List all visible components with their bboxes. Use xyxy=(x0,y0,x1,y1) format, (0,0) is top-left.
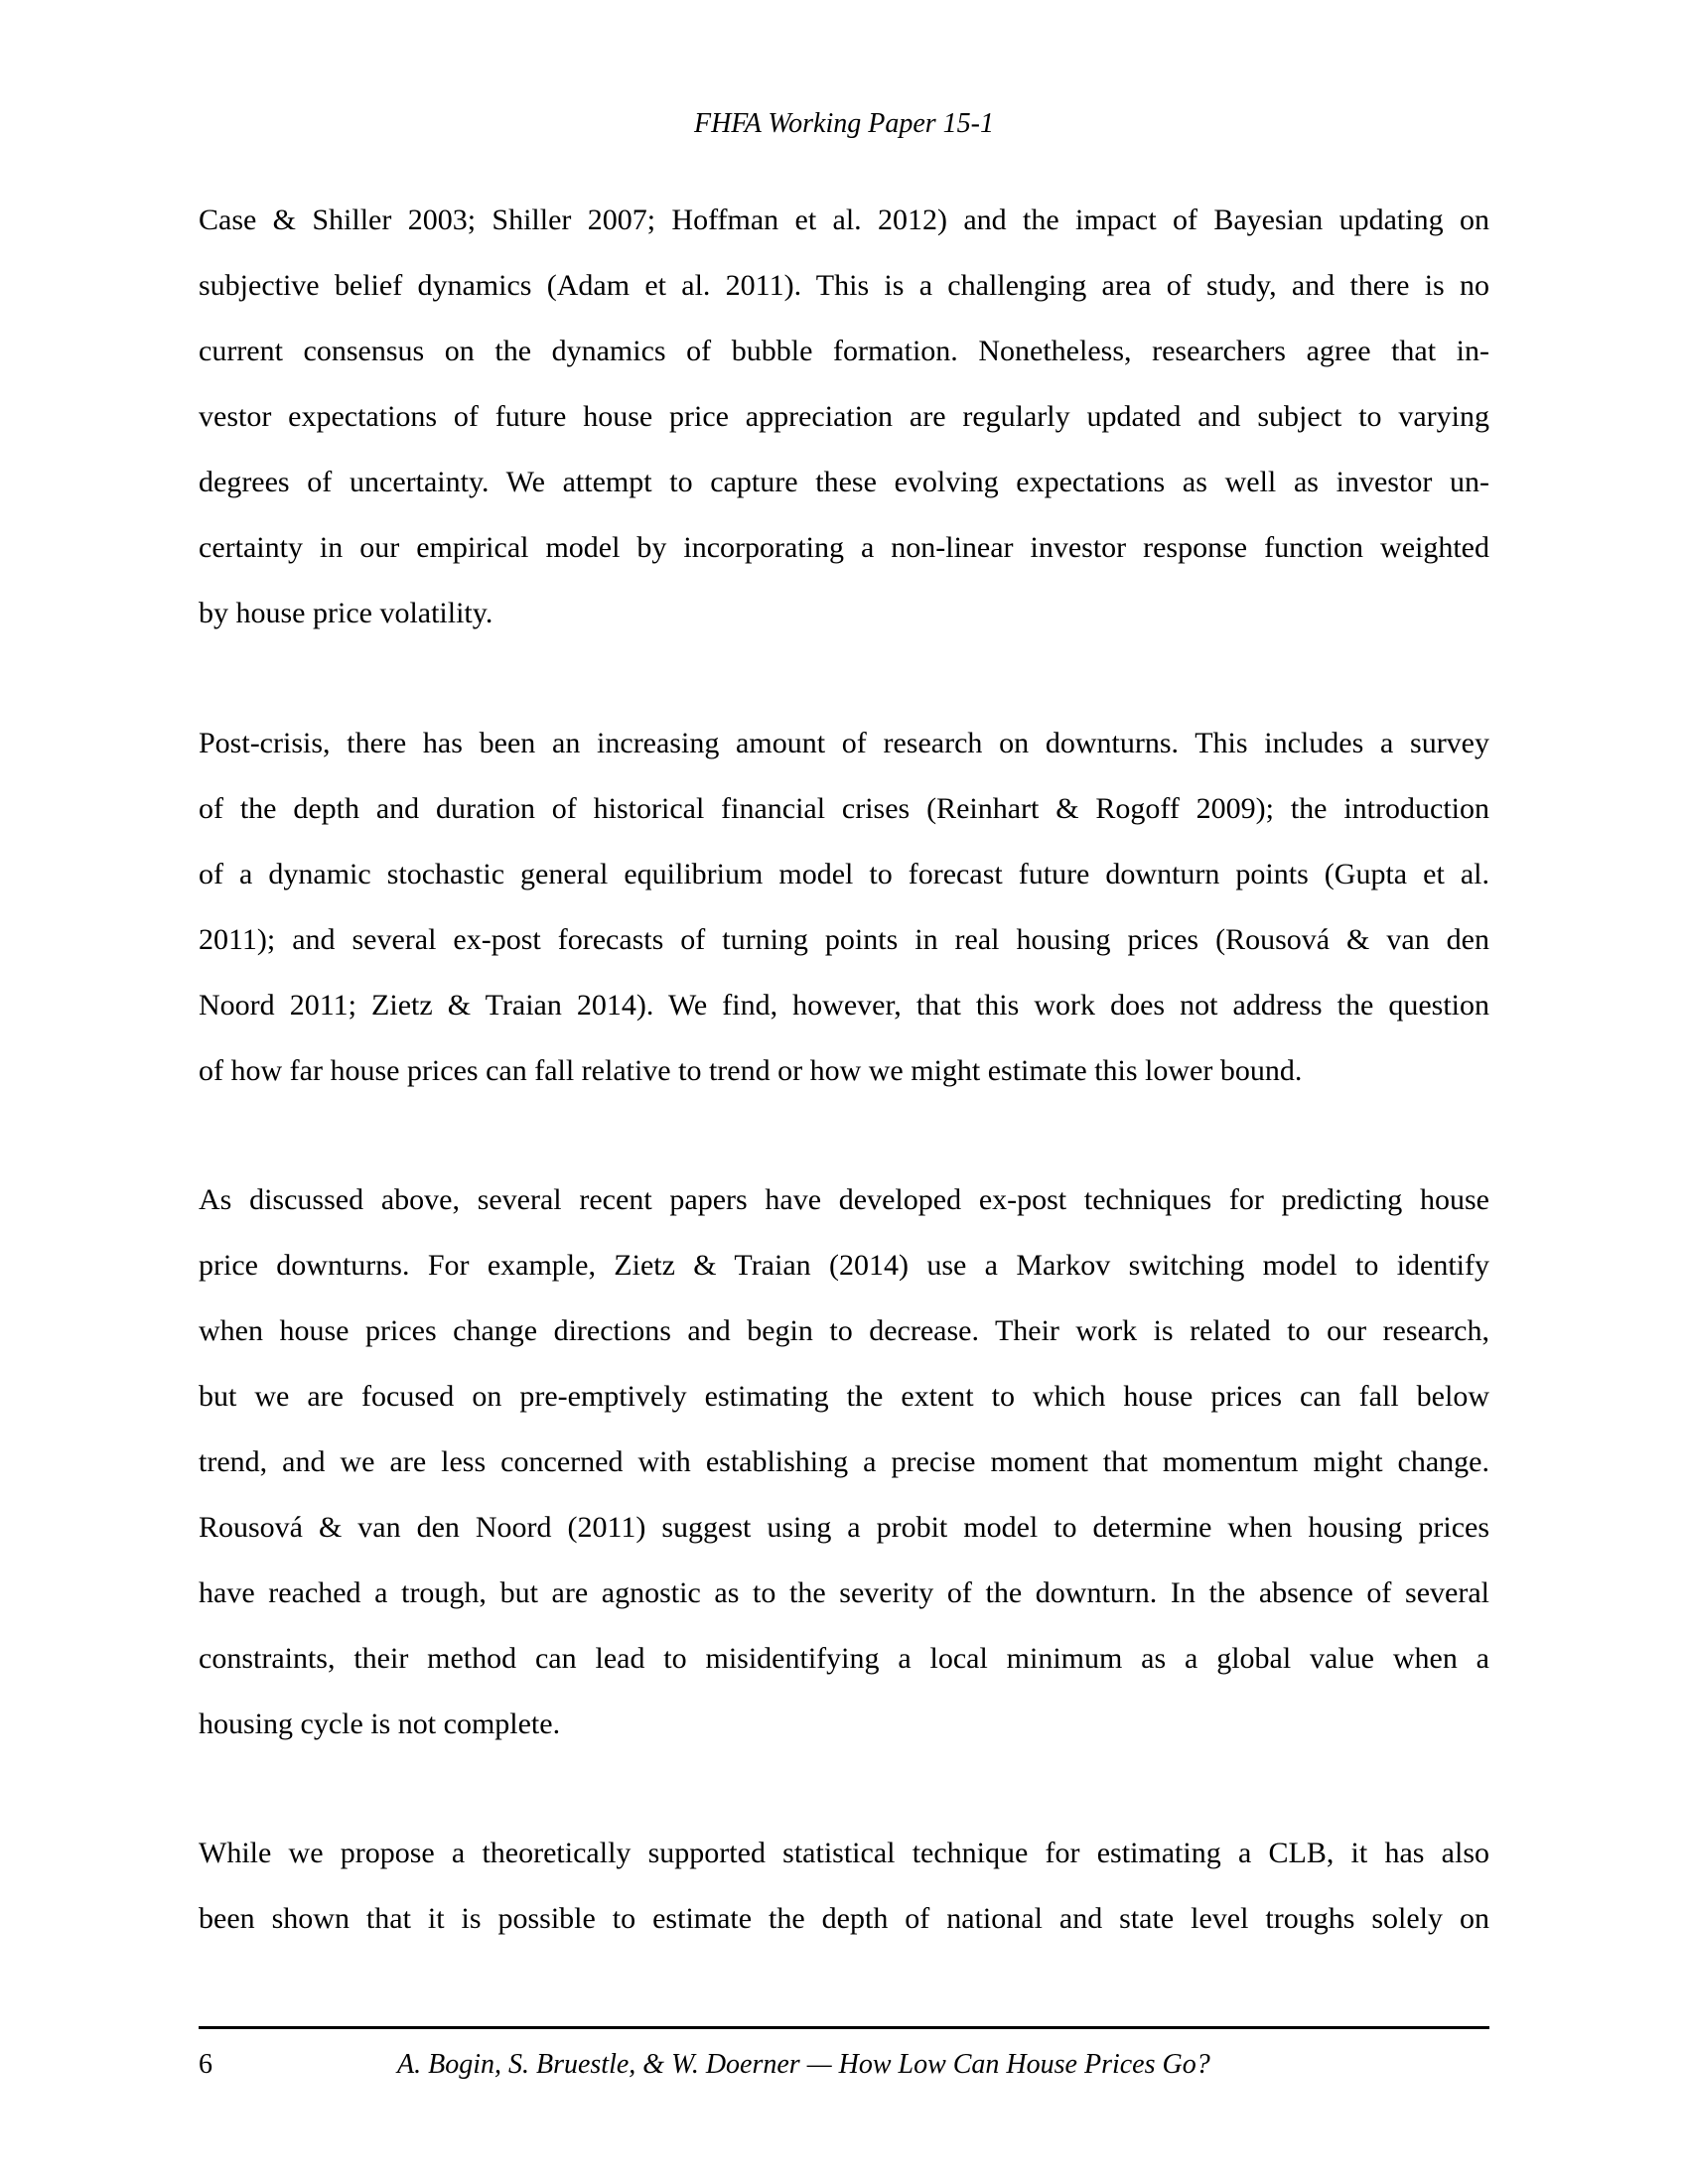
text-line: As discussed above, several recent papers have developed ex-post techniques for predicting house xyxy=(199,1183,1489,1216)
text-line: certainty in our empirical model by incorporating a non-linear investor response function weighted xyxy=(199,531,1489,564)
text-line: of a dynamic stochastic general equilibrium model to forecast future downturn points (Gupta et al. xyxy=(199,858,1489,890)
text-line: price downturns. For example, Zietz & Traian (2014) use a Markov switching model to identify xyxy=(199,1249,1489,1282)
text-line: of how far house prices can fall relative to trend or how we might estimate this lower bound. xyxy=(199,1054,1303,1087)
text-line: Post-crisis, there has been an increasing amount of research on downturns. This includes a survey xyxy=(199,727,1489,759)
text-line: 2011); and several ex-post forecasts of turning points in real housing prices (Rousová & van den xyxy=(199,923,1489,956)
text-line: of the depth and duration of historical financial crises (Reinhart & Rogoff 2009); the introduction xyxy=(199,792,1489,825)
text-line: Rousová & van den Noord (2011) suggest using a probit model to determine when housing prices xyxy=(199,1511,1489,1544)
text-line: by house price volatility. xyxy=(199,597,493,629)
page-number: 6 xyxy=(199,2049,212,2080)
text-line: vestor expectations of future house price appreciation are regularly updated and subject to varying xyxy=(199,400,1489,433)
text-line: but we are focused on pre-emptively estimating the extent to which house prices can fall below xyxy=(199,1380,1489,1413)
text-line: Noord 2011; Zietz & Traian 2014). We find, however, that this work does not address the question xyxy=(199,989,1489,1022)
text-line: when house prices change directions and begin to decrease. Their work is related to our research, xyxy=(199,1314,1489,1347)
running-header: FHFA Working Paper 15-1 xyxy=(693,108,995,139)
text-line: housing cycle is not complete. xyxy=(199,1707,561,1740)
footer-rule xyxy=(199,2026,1489,2029)
text-line: constraints, their method can lead to misidentifying a local minimum as a global value when a xyxy=(199,1642,1489,1675)
text-line: trend, and we are less concerned with establishing a precise moment that momentum might change. xyxy=(199,1445,1489,1478)
text-line: subjective belief dynamics (Adam et al. 2011). This is a challenging area of study, and there is no xyxy=(199,269,1489,302)
footer-citation: A. Bogin, S. Bruestle, & W. Doerner — How Low Can House Prices Go? xyxy=(397,2049,1210,2080)
text-line: Case & Shiller 2003; Shiller 2007; Hoffman et al. 2012) and the impact of Bayesian updating on xyxy=(199,204,1489,236)
text-line: current consensus on the dynamics of bubble formation. Nonetheless, researchers agree that in- xyxy=(199,335,1489,367)
text-line: While we propose a theoretically supported statistical technique for estimating a CLB, it has also xyxy=(199,1837,1489,1869)
text-line: been shown that it is possible to estimate the depth of national and state level troughs solely on xyxy=(199,1902,1489,1935)
text-line: degrees of uncertainty. We attempt to capture these evolving expectations as well as investor un- xyxy=(199,466,1489,498)
text-line: have reached a trough, but are agnostic as to the severity of the downturn. In the absence of several xyxy=(199,1576,1489,1609)
